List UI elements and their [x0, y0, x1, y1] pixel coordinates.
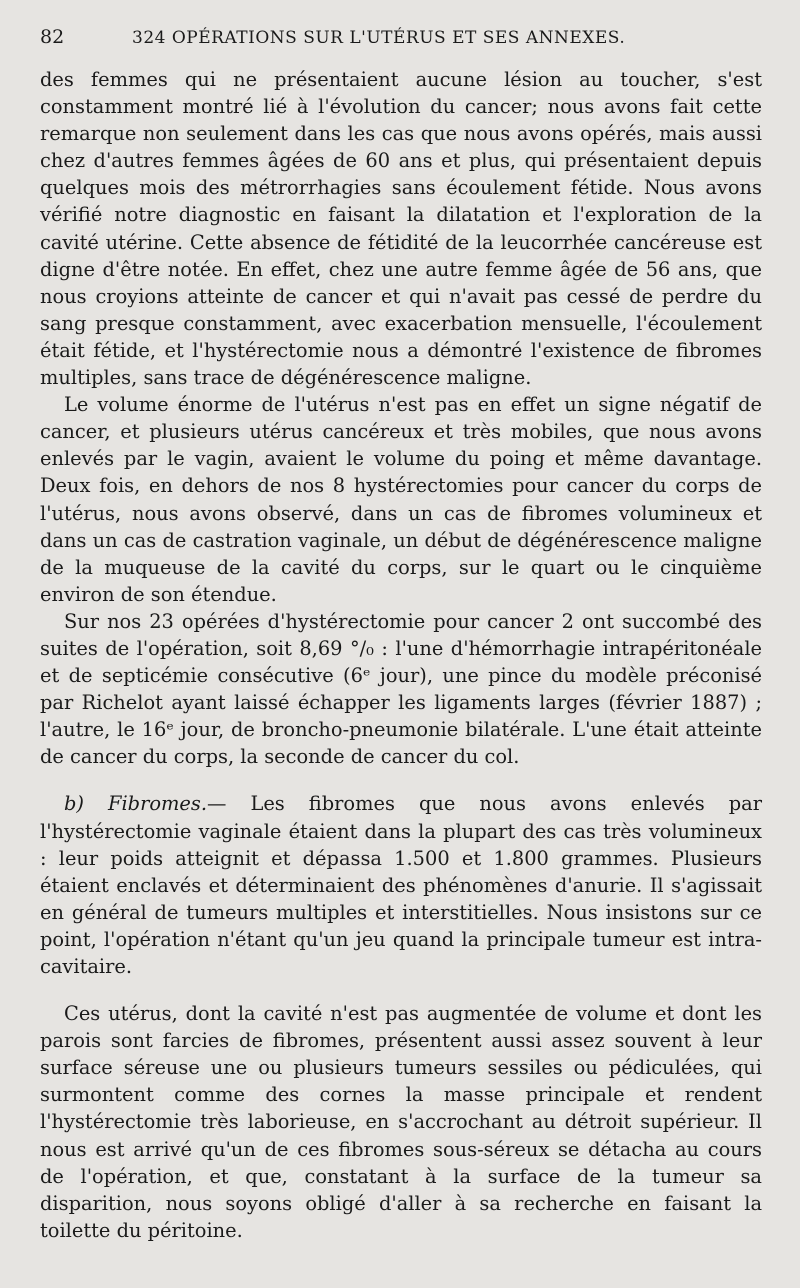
- running-title: 324 OPÉRATIONS SUR L'UTÉRUS ET SES ANNEXES.: [132, 28, 626, 48]
- paragraph-fibromes: [40, 790, 762, 980]
- page-number: 82: [40, 26, 65, 48]
- paragraph-statistics: Sur nos 23 opérées d'hystérectomie pour cancer 2 ont succombé des suites de l'opération, soit 8,69 °/₀ : l'une d'hémorrhagie intrapéritonéale et de septicémie consécutive (6ᵉ jour), une pince du modèle préconisé par Richelot ayant laissé échapper les ligaments larges (février 1887) ; l'autre, le 16ᵉ jour, de broncho-pneumonie bilatérale. L'une était atteinte de cancer du corps, la seconde de cancer du col.: [40, 609, 762, 769]
- section-heading-fibromes: b) Fibromes.: [64, 792, 208, 816]
- body-text: [40, 66, 762, 1244]
- paragraph-volume: Le volume énorme de l'utérus n'est pas en effet un signe négatif de cancer, et plusieurs utérus cancéreux et très mobiles, que nous avons enlevés par le vagin, avaient le volume du poing et même davantage. Deux fois, en dehors de nos 8 hystérectomies pour cancer du corps de l'utérus, nous avons observé, dans un cas de fibromes volumineux et dans un cas de castration vaginale, un début de dégénérescence maligne de la muqueuse de la cavité du corps, sur le quart ou le cinquième environ de son étendue.: [40, 393, 762, 606]
- section-spacer: [40, 770, 762, 790]
- paragraph-spacer: [40, 980, 762, 1000]
- paragraph-continuation: des femmes qui ne présentaient aucune lésion au toucher, s'est constamment montré lié à l'évolution du cancer; nous avons fait cette remarque non seulement dans les cas que nous avons opérés, mais aussi chez d'autres femmes âgées de 60 ans et plus, qui présentaient depuis quelques mois des métrorrhagies sans écoulement fétide. Nous avons vérifié notre diagnostic en faisant la dilatation et l'exploration de la cavité utérine. Cette absence de fétidité de la leucorrhée cancéreuse est digne d'être notée. En effet, chez une autre femme âgée de 56 ans, que nous croyions atteinte de cancer et qui n'avait pas cessé de perdre du sang presque constamment, avec exacerbation mensuelle, l'écoulement était fétide, et l'hystérectomie nous a démontré l'existence de fibromes multiples, sans trace de dégénérescence maligne.: [40, 68, 762, 390]
- paragraph-uterus: Ces utérus, dont la cavité n'est pas augmentée de volume et dont les parois sont farcies de fibromes, présentent aussi assez souvent à leur surface séreuse une ou plusieurs tumeurs sessiles ou pédiculées, qui surmontent comme des cornes la masse principale et rendent l'hystérectomie très laborieuse, en s'accrochant au détroit supérieur. Il nous est arrivé qu'un de ces fibromes sous-séreux se détacha au cours de l'opération, et que, constatant à la surface de la tumeur sa disparition, nous soyons obligé d'aller à sa recherche en faisant la toilette du péritoine.: [40, 1002, 762, 1242]
- paragraph-fibromes-text: — Les fibromes que nous avons enlevés par l'hystérectomie vaginale étaient dans la plupart des cas très volumineux : leur poids atteignit et dépassa 1.500 et 1.800 grammes. Plusieurs étaient enclavés et déterminaient des phénomènes d'anurie. Il s'agissait en général de tumeurs multiples et interstitielles. Nous insistons sur ce point, l'opération n'étant qu'un jeu quand la principale tumeur est intra-cavitaire.: [40, 792, 762, 978]
- running-head: [40, 26, 762, 66]
